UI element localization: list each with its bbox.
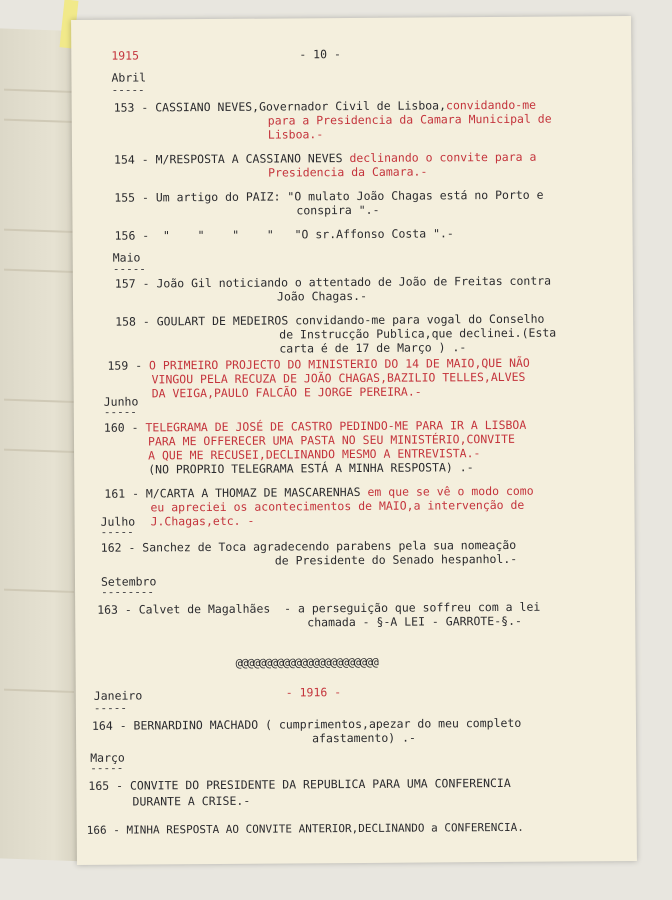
month-label: Abril — [111, 70, 147, 85]
entry-159: 159 - O PRIMEIRO PROJECTO DO MINISTERIO DO 14 DE MAIO,QUE NÃO — [107, 355, 530, 373]
header-year: 1915 — [111, 48, 140, 63]
entry-160: 160 - TELEGRAMA DE JOSÉ DE CASTRO PEDINDO-ME PARA IR A LISBOA — [103, 417, 527, 435]
entry-160-line4: (NO PROPRIO TELEGRAMA ESTÁ A MINHA RESPOSTA) .- — [148, 460, 474, 477]
rule: ----- — [103, 405, 137, 419]
entry-159-line2: VINGOU PELA RECUZA DE JOÃO CHAGAS,BAZILIO TELLES,ALVES — [151, 369, 526, 387]
entry-155-line2: conspira ".- — [296, 202, 380, 218]
entry-164-line2: afastamento) .- — [312, 730, 416, 746]
rule: ----- — [93, 701, 128, 715]
rule: -------- — [101, 585, 155, 599]
document-page — [71, 16, 637, 865]
entry-161-line3: J.Chagas,etc. - — [150, 513, 255, 529]
entry-156: 156 - " " " " "O sr.Affonso Costa ".- — [114, 226, 454, 243]
entry-160-line3: A QUE ME RECUSEI,DECLINANDO MESMO A ENTREVISTA.- — [148, 446, 481, 463]
entry-159-line3: DA VEIGA,PAULO FALCÃO E JORGE PEREIRA.- — [151, 384, 422, 401]
entry-158: 158 - GOULART DE MEDEIROS convidando-me para vogal do Conselho — [115, 311, 545, 329]
month-label: Março — [90, 750, 125, 765]
month-label: Setembro — [100, 574, 157, 589]
entry-153-line2: para a Presidencia da Camara Municipal de — [267, 111, 552, 128]
entry-161: 161 - M/CARTA A THOMAZ DE MASCARENHAS em que se vê o modo como — [104, 483, 534, 501]
entry-163: 163 - Calvet de Magalhães - a perseguição que soffreu com a lei — [97, 599, 541, 617]
entry-162: 162 - Sanchez de Toca agradecendo parabens pela sua nomeação — [100, 537, 517, 555]
entry-157-line2: João Chagas.- — [276, 288, 368, 304]
month-label: Janeiro — [93, 688, 143, 703]
section-year: - 1916 - — [285, 685, 342, 700]
entry-160-line2: PARA ME OFFERECER UMA PASTA NO SEU MINISTÉRIO,CONVITE — [147, 431, 515, 449]
rule: ----- — [111, 83, 145, 97]
entry-153: 153 - CASSIANO NEVES,Governador Civil de Lisboa,convidando-me — [113, 97, 537, 115]
page-number: - 10 - — [299, 47, 341, 62]
rule: ----- — [100, 525, 134, 539]
entry-154-line2: Presidencia da Camara.- — [268, 164, 428, 180]
month-label: Julho — [100, 514, 136, 529]
entry-163-line2: chamada - §-A LEI - GARROTE-§.- — [307, 613, 522, 630]
entry-161-line2: eu apreciei os acontecimentos de MAIO,a intervenção de — [150, 497, 525, 515]
entry-153-line3: Lisboa.- — [267, 127, 324, 142]
entry-166: 166 - MINHA RESPOSTA AO CONVITE ANTERIOR,DECLINANDO a CONFERENCIA. — [86, 820, 524, 837]
entry-165-line2: DURANTE A CRISE.- — [132, 793, 251, 809]
entry-165: 165 - CONVITE DO PRESIDENTE DA REPUBLICA PARA UMA CONFERENCIA — [88, 775, 511, 793]
month-label: Maio — [112, 250, 141, 265]
rule: ----- — [90, 761, 124, 775]
entry-157: 157 - João Gil noticiando o attentado de João de Freitas contra — [114, 273, 552, 291]
entry-164: 164 - BERNARDINO MACHADO ( cumprimentos,apezar do meu completo — [91, 715, 522, 733]
section-divider: @@@@@@@@@@@@@@@@@@@@@@@@ — [235, 654, 378, 670]
entry-155: 155 - Um artigo do PAIZ: "O mulato João Chagas está no Porto e — [114, 187, 544, 205]
entry-158-line2: de Instrucção Publica,que declinei.(Esta — [279, 325, 557, 342]
entry-158-line3: carta é de 17 de Março ) .- — [279, 340, 467, 356]
entry-154: 154 - M/RESPOSTA A CASSIANO NEVES declinando o convite para a — [113, 149, 537, 167]
rule: ----- — [112, 262, 146, 276]
month-label: Junho — [103, 394, 139, 409]
entry-162-line2: de Presidente do Senado hespanhol.- — [274, 551, 518, 568]
